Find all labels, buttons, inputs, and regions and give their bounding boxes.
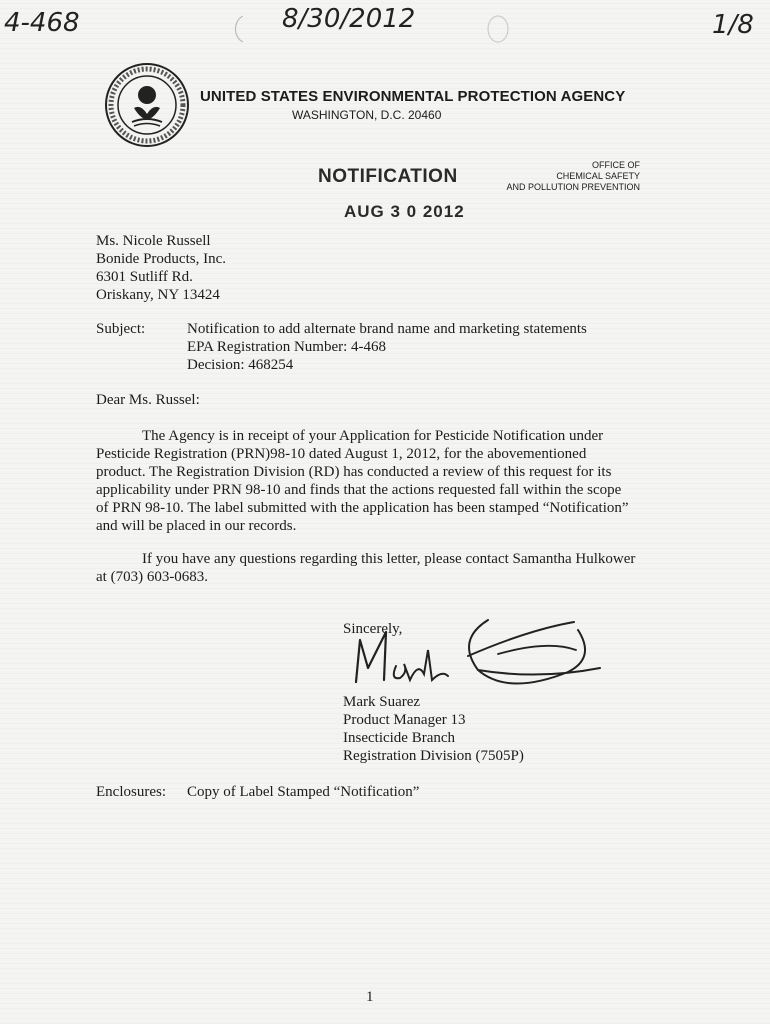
handwritten-date: 8/30/2012 [282, 4, 416, 34]
body-paragraph-1 [96, 427, 656, 535]
page-number: 1 [366, 989, 374, 1005]
signature-block [343, 693, 524, 765]
notification-stamp: NOTIFICATION [318, 166, 458, 187]
body-line: and will be placed in our records. [96, 518, 297, 534]
body-line: If you have any questions regarding this letter, please contact Samantha Hulkower [142, 551, 636, 567]
recipient-address [96, 232, 226, 304]
body-line: at (703) 603-0683. [96, 569, 209, 585]
recipient-line: Ms. Nicole Russell [96, 233, 211, 249]
enclosures-text: Copy of Label Stamped “Notification” [187, 784, 420, 800]
stamp-date: AUG 3 0 2012 [344, 202, 465, 221]
subject-label: Subject: [96, 321, 146, 337]
agency-name: UNITED STATES ENVIRONMENTAL PROTECTION AGENCY [200, 88, 626, 105]
body-line: product. The Registration Division (RD) has conducted a review of this request for its [96, 464, 612, 480]
subject-line: Decision: 468254 [187, 357, 294, 373]
enclosures-label: Enclosures: [96, 784, 166, 800]
body-line: of PRN 98-10. The label submitted with the application has been stamped “Notification” [96, 500, 629, 516]
office-line: AND POLLUTION PREVENTION [506, 182, 640, 192]
recipient-line: Bonide Products, Inc. [96, 251, 226, 267]
handwritten-page-count: 1/8 [712, 10, 754, 40]
signer-title: Product Manager 13 [343, 712, 466, 728]
punch-mark-left-icon [228, 14, 248, 44]
epa-seal-icon [104, 62, 190, 148]
body-line: The Agency is in receipt of your Application for Pesticide Notification under [142, 428, 604, 444]
closing: Sincerely, [343, 621, 403, 637]
recipient-line: 6301 Sutliff Rd. [96, 269, 193, 285]
body-paragraph-2 [96, 550, 656, 586]
body-line: applicability under PRN 98-10 and finds that the actions requested fall within the scope [96, 482, 622, 498]
handwritten-file-number: 4-468 [4, 8, 80, 38]
agency-address: WASHINGTON, D.C. 20460 [292, 108, 442, 122]
subject-block [187, 320, 587, 374]
signer-division: Registration Division (7505P) [343, 748, 524, 764]
subject-line: Notification to add alternate brand name and marketing statements [187, 321, 587, 337]
signer-name: Mark Suarez [343, 694, 421, 710]
office-line: OFFICE OF [592, 160, 640, 170]
signer-branch: Insecticide Branch [343, 730, 456, 746]
salutation: Dear Ms. Russel: [96, 392, 200, 408]
punch-mark-right-icon [486, 14, 510, 44]
body-line: Pesticide Registration (PRN)98-10 dated August 1, 2012, for the abovementioned [96, 446, 587, 462]
handwritten-signature-icon [338, 610, 608, 700]
subject-line: EPA Registration Number: 4-468 [187, 339, 387, 355]
office-block [506, 160, 640, 193]
recipient-line: Oriskany, NY 13424 [96, 287, 220, 303]
office-line: CHEMICAL SAFETY [556, 171, 640, 181]
